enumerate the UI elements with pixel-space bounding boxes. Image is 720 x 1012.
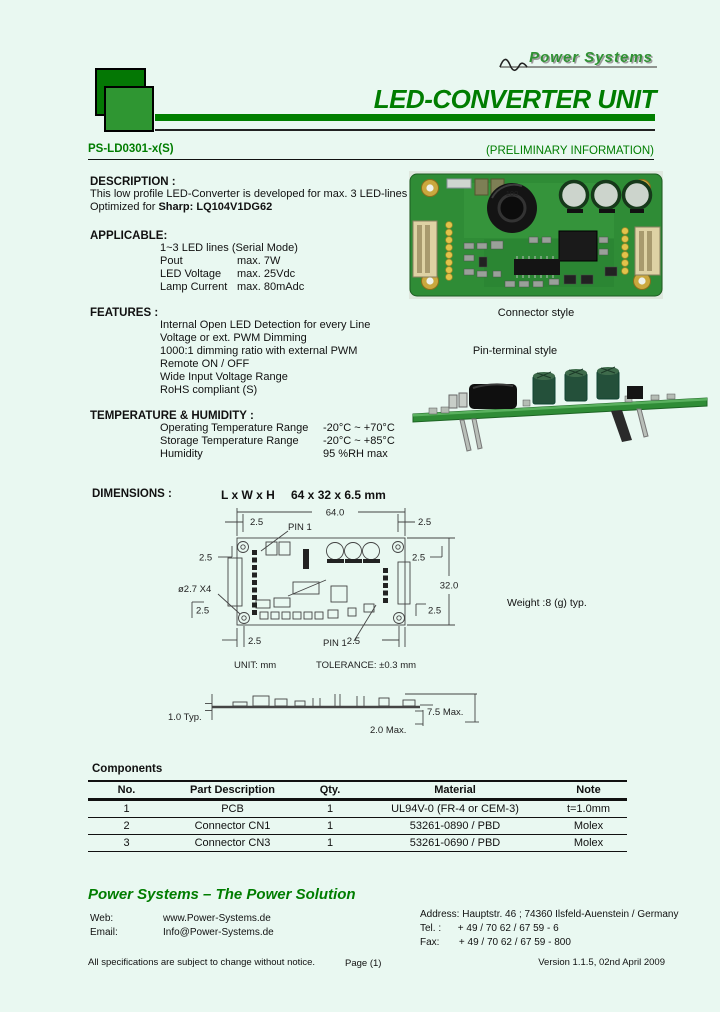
components-heading: Components [92,763,163,775]
cell-no: 1 [123,803,130,815]
col-part: Part Description [190,784,275,796]
applicable-row [160,268,420,281]
applicable-line1: 1~3 LED lines (Serial Mode) [160,242,298,254]
dim-inset-label: 2.5 [418,517,432,528]
side-capacitor-smd [449,395,457,408]
spec-label: Storage Temperature Range [160,435,299,447]
part-number: PS-LD0301-x(S) [88,143,174,155]
components-table [88,780,627,852]
cell-qty: 1 [326,820,334,832]
dimension-drawing-top-view [168,500,498,676]
pcb-photo-connector-style [409,171,663,299]
version-info: Version 1.1.5, 02nd April 2009 [538,957,665,968]
pin1-label: PIN 1 [323,638,347,649]
brand-wave-icon [498,52,532,76]
cell-no: 2 [123,820,130,832]
bottom-clearance-label: 2.0 Max. [370,725,407,736]
pin1-label: PIN 1 [288,522,312,533]
description-panel-model: Sharp: LQ104V1DG62 [158,201,273,213]
spec-label: Operating Temperature Range [160,422,309,434]
features-heading: FEATURES : [90,307,159,319]
dim-width-label: 32.0 [439,580,459,592]
cell-material: 53261-0690 / PBD [409,837,501,849]
feature-item: Voltage or ext. PWM Dimming [160,332,307,344]
components-header-row [88,781,627,800]
applicable-row [160,255,420,268]
email-value: Info@Power-Systems.de [163,927,274,938]
email-label: Email: [90,927,118,938]
fax-line: Fax: + 49 / 70 62 / 67 59 - 800 [420,937,571,948]
dimensions-heading: DIMENSIONS : [92,488,172,500]
temperature-section [90,410,430,461]
page-number: Page (1) [345,958,382,969]
dim-inset-label: 2.5 [412,552,426,564]
cell-no: 3 [123,837,130,849]
spec-value: 95 %RH max [323,448,388,460]
spec-value: -20°C ~ +85°C [323,435,395,447]
tolerance-note: TOLERANCE: ±0.3 mm [316,660,417,671]
dim-inset-label: 2.5 [428,605,442,617]
power-ic [559,231,597,261]
feature-item: Internal Open LED Detection for every Line [160,319,371,331]
spec-value: max. 80mAdc [237,281,305,293]
feature-item: 1000:1 dimming ratio with external PWM [160,345,358,357]
title-green-bar [155,114,655,121]
spec-label: Pout [160,255,183,267]
spec-value: -20°C ~ +70°C [323,422,395,434]
height-max-label: 7.5 Max. [427,707,464,718]
logo-square-front [104,86,154,132]
description-line2-prefix: Optimized for [90,201,159,213]
cell-material: UL94V-0 (FR-4 or CEM-3) [391,803,519,815]
preliminary-note: (PRELIMINARY INFORMATION) [485,145,654,157]
side-electrolytic-caps [533,367,619,404]
spec-label: LED Voltage [160,268,222,280]
spec-label: Lamp Current [160,281,228,293]
spec-value: max. 7W [237,255,281,267]
applicable-section [90,230,420,294]
capacitor-smd [475,179,488,195]
tel-line: Tel. : + 49 / 70 62 / 67 59 - 6 [420,923,559,934]
col-material: Material [434,784,476,796]
address-line: Address: Hauptstr. 46 ; 74360 Ilsfeld-Auenstein / Germany [420,909,679,920]
table-row [88,818,627,835]
col-note: Note [576,784,601,796]
feature-item: Remote ON / OFF [160,358,250,370]
dimensions-size-label: L x W x H [221,488,275,502]
disclaimer: All specifications are subject to change without notice. [88,957,316,968]
weight-note: Weight :8 (g) typ. [507,597,587,609]
dimensions-size-value: 64 x 32 x 6.5 mm [291,488,386,502]
temperature-heading: TEMPERATURE & HUMIDITY : [90,410,254,422]
feature-item: RoHS compliant (S) [160,384,258,396]
dim-inset-label: 2.5 [248,636,262,647]
inductor-marking: 100 [505,189,519,198]
photo-caption-connector: Connector style [497,307,575,319]
dim-inset-label: 2.5 [196,605,210,617]
thickness-label: 1.0 Typ. [168,712,202,723]
side-capacitor-smd [459,393,467,407]
dim-length-label: 64.0 [325,507,345,519]
description-section [90,176,420,214]
spec-value: max. 25Vdc [237,268,296,280]
temperature-row [160,435,430,448]
cell-part: Connector CN3 [194,837,271,849]
table-row [88,835,627,852]
cell-qty: 1 [326,803,334,815]
col-qty: Qty. [319,784,341,796]
feature-item: Wide Input Voltage Range [160,371,288,383]
fuse-component [447,179,471,188]
temperature-row [160,422,430,435]
dim-inset-label: 2.5 [199,552,213,564]
cell-part: Connector CN1 [194,820,271,832]
description-line1: This low profile LED-Converter is developed for max. 3 LED-lines [90,188,408,200]
web-label: Web: [90,913,114,924]
toroid-inductor [487,183,537,233]
applicable-heading: APPLICABLE: [90,230,168,242]
cell-part: PCB [221,803,244,815]
photo-caption-pin-terminal: Pin-terminal style [472,345,558,357]
temperature-row [160,448,430,461]
cell-note: Molex [573,837,604,849]
driver-ic [514,256,560,278]
web-value: www.Power-Systems.de [163,913,271,924]
title-rule [155,129,655,131]
dimension-drawing-side-view [165,690,485,742]
hole-note-label: ø2.7 X4 [178,584,212,595]
description-heading: DESCRIPTION : [90,176,176,188]
col-no: No. [117,784,136,796]
spec-label: Humidity [160,448,203,460]
page-title: LED-CONVERTER UNIT [373,84,656,114]
brand-logo-text: Power Systems [529,49,653,66]
applicable-row [160,281,420,294]
cell-note: t=1.0mm [566,803,611,815]
side-transistor [627,386,643,399]
dim-inset-label: 2.5 [250,517,264,528]
cell-material: 53261-0890 / PBD [409,820,501,832]
footer-slogan: Power Systems – The Power Solution [88,886,356,903]
pcb-photo-pin-terminal-style [405,358,715,458]
unit-note: UNIT: mm [234,660,277,671]
header-rule [88,159,654,160]
dim-inset-label: 2.5 [346,636,360,647]
cell-qty: 1 [326,837,334,849]
table-row [88,800,627,818]
features-section [90,307,420,397]
cell-note: Molex [573,820,604,832]
electrolytic-capacitors [561,182,651,214]
description-line2 [90,201,420,214]
